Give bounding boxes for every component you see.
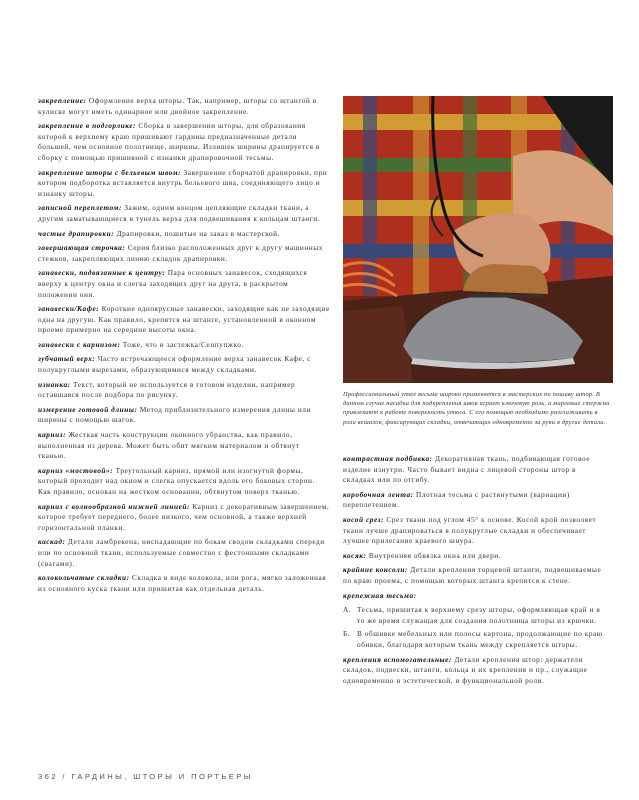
glossary-definition: Сборка в завершении шторы, для образования которой к верхнему краю пришивают гардины предназначенные детали большей, чем основное полотнище, ширины. Излишек ширины драпируется в сборку с помощью пришивной с изнанки драпировочной тесьмы.	[38, 121, 320, 162]
glossary-definition: Срез ткани под углом 45° к основе. Косой крой позволяет ткани лучше драпироваться в полукруглые складки и обеспечивает лучшее прилегание краевого шнура.	[343, 514, 597, 546]
glossary-entry: зубчатый верх: Часто встречающееся оформление верха занавесок Кафе, с полукруглыми вырезами, образующимися между складками.	[38, 354, 311, 375]
glossary-entry: занавески, подвязанные к центру: Пара основных занавесок, сходящихся вверху к центру окна и слегка заходящих друг на друга, в раскрытом положении они.	[38, 268, 308, 299]
glossary-entry: записной переплетом: Зажим, одним концом цепляющие складки ткани, а другим заматывающиеся в тунель верха для подвешивания к кольцам штанги.	[38, 203, 321, 223]
glossary-entry: коробочная лента: Плотная тесьма с растянутыми (вариации) переплетением.	[343, 489, 570, 510]
glossary-definition: Треугольный карниз, прямой или изогнутой формы, который проходит над окном и слегка опускается вдоль его боковых сторон. Как правило, основан на жестком основании, обтянутом поверх тканью.	[38, 465, 315, 496]
glossary-term: измерение готовой длины	[38, 404, 135, 414]
glossary-definition: Детали крепления штор: держатели складок, подвески, штанги, кольца и их крепления и пр., служащие одновременно и эстетической, и функциональной роли.	[343, 654, 588, 685]
glossary-entry: карниз с волнообразной нижней линией: Карниз с декоративным завершением, которое требует переднего, более низкого, чем основной, а также верхней горизонтальной планки.	[38, 501, 330, 532]
glossary-term: закрепление	[38, 96, 84, 105]
glossary-definition: Завершение сборчатой драпировки, при котором подборотка вставляется внутрь бельевого шва, соединяющего лицо и изнанку шторы.	[38, 167, 328, 198]
glossary-entry: изнанка: Текст, который не используется в готовом изделии, например оставшаяся после подбора по рисунку.	[38, 379, 296, 400]
glossary-term: занавески, подвязанные к центру	[38, 268, 163, 278]
ironing-photo	[343, 96, 613, 383]
glossary-definition: Жесткая часть конструкции оконного убранства, как правило, выполненная из дерева. Может быть обит мягким материалом и обтянут тканью.	[38, 430, 300, 461]
glossary-term: крепления вспомогательные	[343, 654, 449, 664]
glossary-term: контрастная подбивка	[343, 454, 430, 463]
glossary-entry: каскад: Детали ламбрекена, ниспадающие по бокам сводом складками спереди или по основной ткани, используемые совместно с фестонными складками (свагами).	[38, 537, 325, 568]
glossary-term: изнанка	[38, 379, 68, 389]
glossary-definition: Складка в виде колокола, или рога, мягко заложенная из основного куска ткани или пришитая как отдельная деталь.	[38, 573, 327, 593]
glossary-definition: Оформление верха шторы. Так, например, шторы со штангой в кулиске могут иметь одинарное или двойное закрепление.	[38, 96, 317, 116]
glossary-entry: занавески/Кафе: Короткие одноярусные занавески, заходящие как не заходящие одна на другую. Как правило, крепятся на штанге, установленной в оконном проеме примерно на середине высоты окна.	[38, 304, 330, 335]
glossary-term: занавески с карнизом	[38, 339, 118, 349]
glossary-definition: Короткие одноярусные занавески, заходящие как не заходящие одна на другую. Как правило, крепятся на штанге, установленной в оконном проеме примерно на середине высоты окна.	[38, 304, 330, 335]
glossary-entry: косой срез: Срез ткани под углом 45° к основе. Косой крой позволяет ткани лучше драпироваться в полукруглые складки и обеспечивает лучшее прилегание краевого шнура.	[343, 514, 597, 546]
glossary-entry: закрепление в подгорлике: Сборка в завершении шторы, для образования которой к верхнему краю пришивают гардины предназначенные детали большей, чем основное полотнище, ширины. Излишек ширины драпируется в сборку с помощью пришивной с изнанки драпировочной тесьмы.	[38, 121, 320, 162]
glossary-term: каскад	[38, 537, 63, 547]
glossary-definition: Декоративная ткань, подбивающая готовое изделие изнутри. Часто бывает видна с лицевой стороны штор в складках или по отгибу.	[343, 454, 591, 485]
glossary-term: крепежная тесьма	[343, 590, 414, 600]
sub-list-text: В обшивке мебельных или полосы картона, продолжающие по краю обивки, благодаря которым ткань между скрепляется шторы.	[357, 629, 603, 649]
glossary-term: завершающая строчка	[38, 243, 123, 253]
glossary-term: записной переплетом	[38, 203, 119, 213]
glossary-entry: занавески с карнизом: Тоже, что и застежка/Сенпупжко.	[38, 339, 244, 349]
glossary-definition: Драпировки, пошитые на заказ в мастерской.	[116, 228, 280, 238]
glossary-entry: крепления вспомогательные: Детали крепления штор: держатели складок, подвески, штанги, кольца и их крепления и пр., служащие одновременно и эстетической, и функциональной роли.	[343, 654, 588, 685]
glossary-entry: колокольчатые складки: Складка в виде колокола, или рога, мягко заложенная из основного куска ткани или пришитая как отдельная деталь.	[38, 573, 327, 593]
glossary-term: косой срез	[343, 514, 382, 524]
glossary-definition: Детали крепления торцевой штанги, подвешиваемые по краю проема, с помощью которых штанга крепится к стене.	[343, 565, 602, 585]
glossary-definition: Внутренняя обвязка окна или двери.	[368, 550, 502, 560]
glossary-definition: Пара основных занавесок, сходящихся вверху к центру окна и слегка заходящих друг на друга, в раскрытом положении они.	[38, 268, 308, 299]
glossary-definition: Часто встречающееся оформление верха занавесок Кафе, с полукруглыми вырезами, образующимися между складками.	[38, 354, 311, 375]
glossary-definition: Текст, который не используется в готовом изделии, например оставшаяся после подбора по рисунку.	[38, 379, 296, 400]
glossary-entry: контрастная подбивка: Декоративная ткань, подбивающая готовое изделие изнутри. Часто бывает видна с лицевой стороны штор в складках или по отгибу.	[343, 454, 591, 485]
glossary-entry: карниз «мостовой»: Треугольный карниз, прямой или изогнутой формы, который проходит над окном и слегка опускается вдоль его боковых сторон. Как правило, основан на жестком основании, обтянутом поверх тканью.	[38, 465, 315, 496]
sub-list-text: Тесьма, пришитая к верхнему срезу шторы, оформляющая край и в то же время служащая для создания полотнища шторы из крючки.	[357, 605, 601, 625]
glossary-term: занавески/Кафе	[38, 304, 97, 314]
glossary-entry: косяк: Внутренняя обвязка окна или двери.	[343, 550, 502, 560]
glossary-entry: крепежная тесьма:	[343, 590, 417, 600]
page-footer: 362 / ГАРДИНЫ, ШТОРЫ И ПОРТЬЕРЫ	[38, 772, 253, 781]
sub-list-item	[343, 605, 610, 626]
glossary-entry: крайние консоли: Детали крепления торцевой штанги, подвешиваемые по краю проема, с помощью которых штанга крепится к стене.	[343, 565, 602, 585]
glossary-entry: закрепление: Оформление верха шторы. Так, например, шторы со штангой в кулиске могут иметь одинарное или двойное закрепление.	[38, 96, 317, 116]
glossary-definition: Карниз с декоративным завершением, которое требует переднего, более низкого, чем основной, а также верхней горизонтальной планки.	[38, 501, 330, 532]
right-column	[343, 454, 610, 690]
glossary-entry: частые драпировки: Драпировки, пошитые на заказ в мастерской.	[38, 228, 280, 238]
glossary-term: коробочная лента	[343, 489, 411, 499]
glossary-term: карниз «мостовой»	[38, 465, 111, 475]
glossary-entry: закрепление шторы с бельевым швом: Завершение сборчатой драпировки, при котором подборотка вставляется внутрь бельевого шва, соединяющего лицо и изнанку шторы.	[38, 167, 328, 198]
glossary-definition: Серия близко расположенных друг к другу машинных стежков, закрепляющих линию складок драпировки.	[38, 243, 323, 263]
sub-list	[343, 605, 610, 650]
glossary-term: карниз	[38, 430, 64, 440]
glossary-definition: Метод приблизительного измерения длины или ширины с помощью шагов.	[38, 404, 311, 425]
glossary-definition: Детали ламбрекена, ниспадающие по бокам сводом складками спереди или по основной ткани, используемые совместно с фестонными складками (свагами).	[38, 537, 325, 568]
glossary-term: косяк	[343, 550, 364, 560]
photo-caption: Профессиональный утюг весьма широко применяется в мастерских по пошиву штор. В данном случае насадка для подкрепления швов играет ключевую роль, а марлевые стержни привлекают к работе поверхность утюга. С его помощью необходимо разглаживать в роли вешалок, фиксирующих складки, отвечающих одновременно за руки в другие детали.	[343, 391, 610, 426]
glossary-entry: измерение готовой длины: Метод приблизительного измерения длины или ширины с помощью шагов.	[38, 404, 311, 425]
sub-list-marker: Б.	[343, 629, 351, 639]
glossary-entry: завершающая строчка: Серия близко расположенных друг к другу машинных стежков, закрепляющих линию складок драпировки.	[38, 243, 323, 263]
glossary-term: карниз с волнообразной нижней линией	[38, 501, 187, 511]
glossary-term: колокольчатые складки	[38, 573, 127, 583]
glossary-term: зубчатый верх	[38, 354, 93, 364]
sub-list-item	[343, 629, 610, 650]
glossary-definition: Зажим, одним концом цепляющие складки ткани, а другим заматывающиеся в тунель верха для подвешивания к кольцам штанги.	[38, 203, 321, 223]
glossary-term: крайние консоли	[343, 565, 405, 575]
glossary-term: частые драпировки	[38, 228, 112, 238]
glossary-term: закрепление в подгорлике	[38, 121, 134, 131]
glossary-term: закрепление шторы с бельевым швом	[38, 167, 179, 177]
glossary-entry: карниз: Жесткая часть конструкции оконного убранства, как правило, выполненная из дерева. Может быть обит мягким материалом и обтянут тканью.	[38, 430, 300, 461]
glossary-definition: Плотная тесьма с растянутыми (вариации) переплетением.	[343, 489, 570, 510]
left-column	[38, 96, 330, 598]
glossary-definition: Тоже, что и застежка/Сенпупжко.	[122, 339, 244, 349]
sub-list-marker: А.	[343, 605, 352, 615]
